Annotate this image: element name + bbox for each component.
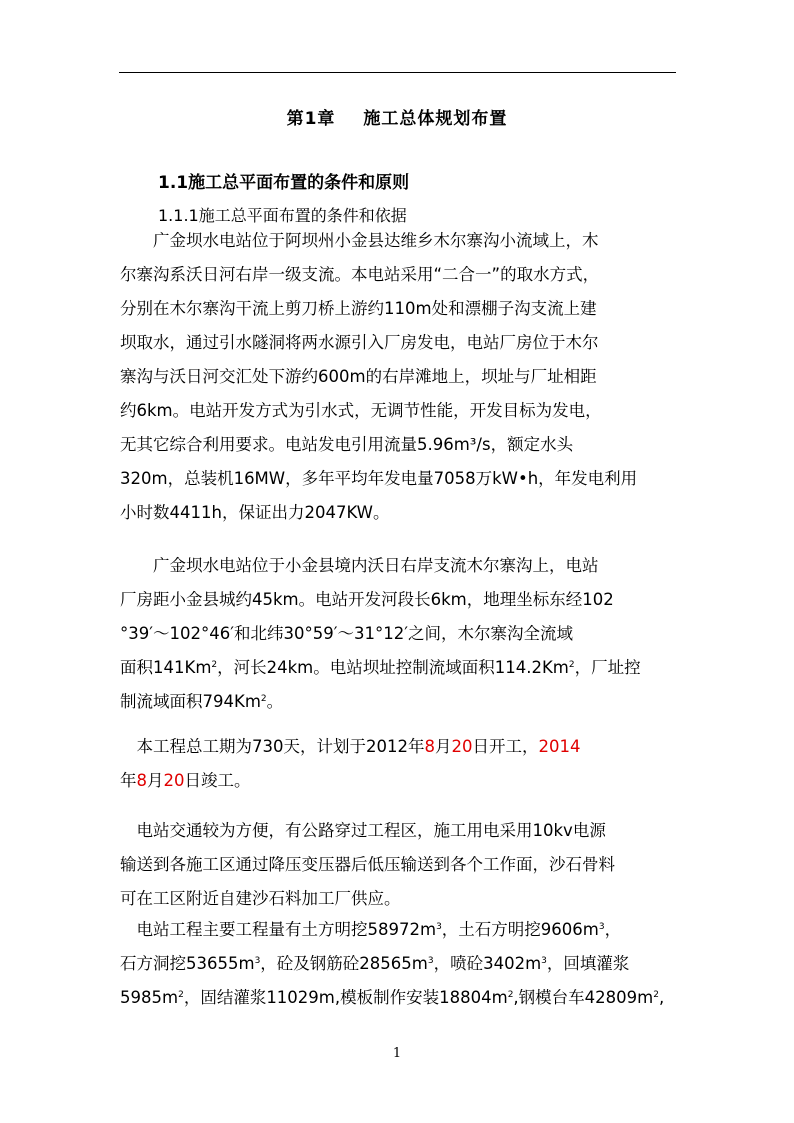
- text-line: °39′～102°46′和北纬30°59′～31°12′之间，木尔寨沟全流域: [120, 624, 573, 643]
- text-run: ，砼及钢筋砼28565m: [260, 954, 428, 973]
- text-line: 320m，总装机16MW，多年平均年发电量7058万kW•h，年发电利用: [120, 469, 638, 488]
- paragraph-logistics: [120, 814, 680, 916]
- text-line: 可在工区附近自建沙石料加工厂供应。: [120, 889, 401, 908]
- text-run: 日竣工。: [184, 771, 251, 790]
- superscript: 3: [541, 956, 547, 966]
- text-line: 广金坝水电站位于小金县境内沃日右岸支流木尔寨沟上，电站: [120, 556, 599, 575]
- header-rule: [119, 72, 676, 73]
- text-run: ，: [604, 920, 622, 939]
- superscript: 2: [260, 694, 267, 704]
- text-line: [120, 981, 680, 1015]
- text-run: 电站工程主要工程量有土方明挖58972m: [120, 920, 437, 939]
- chapter-number: 第1章: [286, 109, 336, 129]
- text-line: 广金坝水电站位于阿坝州小金县达维乡木尔寨沟小流域上，木: [120, 231, 599, 250]
- text-line: [120, 685, 680, 719]
- paragraph-location: [120, 549, 680, 719]
- superscript: 3: [427, 956, 434, 966]
- highlight-day: 20: [163, 771, 185, 790]
- paragraph-overview: [120, 224, 680, 530]
- highlight-year: 2014: [538, 737, 581, 756]
- text-run: ，河长24km。电站坝址控制流域面积114.2Km: [217, 658, 569, 677]
- text-line: [120, 947, 680, 981]
- text-line: 寨沟与沃日河交汇处下游约600m的右岸滩地上，坝址与厂址相距: [120, 367, 597, 386]
- chapter-title: 施工总体规划布置: [363, 109, 508, 129]
- text-line: 厂房距小金县城约45km。电站开发河段长6km，地理坐标东经102: [120, 590, 614, 609]
- highlight-day: 20: [451, 737, 473, 756]
- text-line: 分别在木尔寨沟干流上剪刀桥上游约110m处和漂棚子沟支流上建: [120, 299, 597, 318]
- paragraph-quantities: [120, 913, 680, 1015]
- text-run: 月: [435, 737, 452, 756]
- text-line: 尔寨沟系沃日河右岸一级支流。本电站采用“二合一”的取水方式，: [120, 265, 600, 284]
- text-run: 石方洞挖53655m: [120, 954, 255, 973]
- page-number: 1: [392, 1046, 402, 1061]
- text-line: [120, 730, 680, 764]
- text-line: [120, 764, 680, 798]
- superscript: 2: [507, 990, 514, 1000]
- text-run: ，回填灌浆: [546, 954, 630, 973]
- text-run: ，土石方明挖9606m: [441, 920, 599, 939]
- text-run: ,: [658, 988, 665, 1007]
- text-line: 小时数4411h，保证出力2047KW。: [120, 503, 390, 522]
- text-run: 日开工，: [472, 737, 539, 756]
- text-line: 约6km。电站开发方式为引水式，无调节性能，开发目标为发电，: [120, 401, 602, 420]
- superscript: 2: [178, 990, 184, 1000]
- superscript: 3: [436, 922, 442, 932]
- text-line: 电站交通较为方便，有公路穿过工程区，施工用电采用10kv电源: [120, 821, 606, 840]
- section-heading: 1.1施工总平面布置的条件和原则: [158, 173, 410, 193]
- superscript: 3: [254, 956, 261, 966]
- text-line: [120, 651, 680, 685]
- text-run: 5985m: [120, 988, 179, 1007]
- subsection-heading: 1.1.1施工总平面布置的条件和依据: [158, 206, 407, 225]
- superscript: 2: [211, 660, 218, 670]
- highlight-month: 8: [136, 771, 147, 790]
- text-run: ,钢模台车42809m: [513, 988, 654, 1007]
- text-line: [120, 913, 680, 947]
- text-run: 本工程总工期为730天，计划于2012年: [120, 737, 425, 756]
- text-run: 面积141Km: [120, 658, 212, 677]
- chapter-heading: [0, 104, 794, 129]
- text-run: 制流域面积794Km: [120, 692, 261, 711]
- superscript: 3: [598, 922, 605, 932]
- text-run: 。: [266, 692, 284, 711]
- superscript: 2: [568, 660, 575, 670]
- text-run: ，厂址控: [574, 658, 641, 677]
- text-run: ，喷砼3402m: [433, 954, 542, 973]
- text-line: 输送到各施工区通过降压变压器后低压输送到各个工作面，沙石骨料: [120, 855, 615, 874]
- text-run: 年: [120, 771, 137, 790]
- text-run: 月: [147, 771, 164, 790]
- text-run: ，固结灌浆11029m,模板制作安装18804m: [183, 988, 508, 1007]
- highlight-month: 8: [424, 737, 435, 756]
- superscript: 2: [653, 990, 659, 1000]
- text-line: 坝取水，通过引水隧洞将两水源引入厂房发电，电站厂房位于木尔: [120, 333, 599, 352]
- paragraph-schedule: [120, 730, 680, 798]
- text-line: 无其它综合利用要求。电站发电引用流量5.96m³/s，额定水头: [120, 435, 574, 454]
